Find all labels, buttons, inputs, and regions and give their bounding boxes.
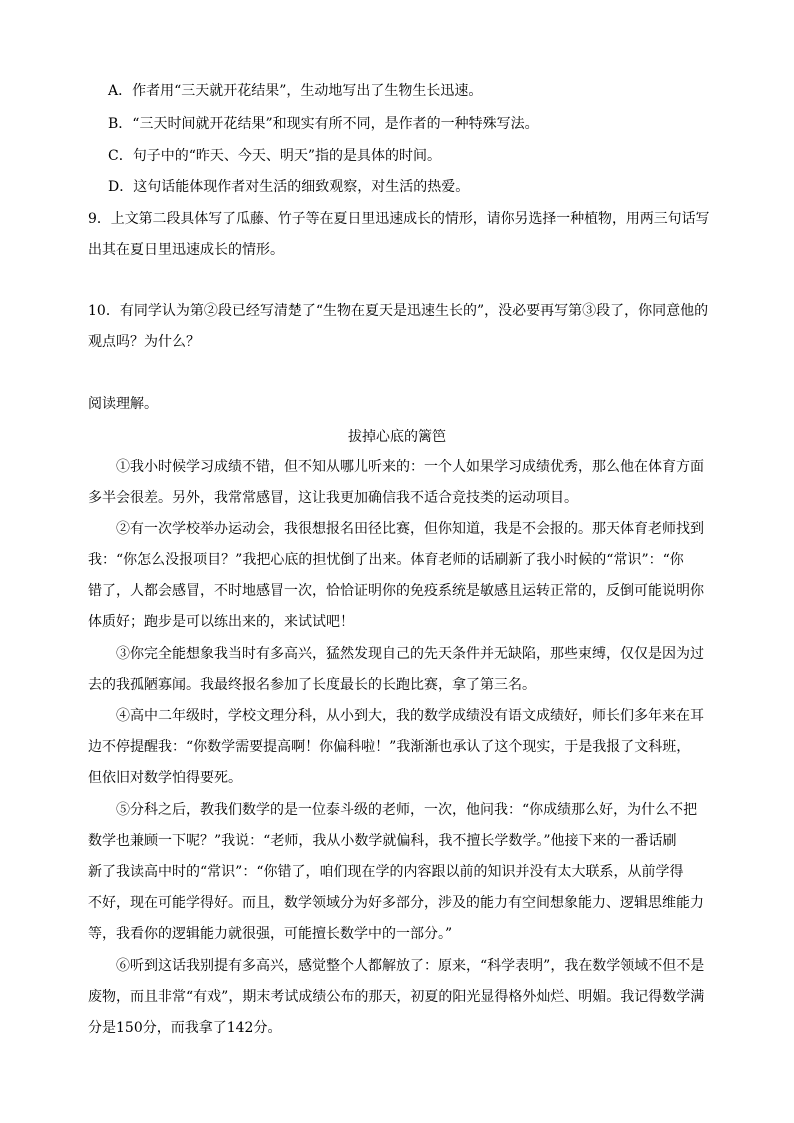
article-p2-line-3: 错了，人都会感冒，不时地感冒一次，恰恰证明你的免疫系统是敏感且运转正常的，反倒可能说明你 [88, 583, 704, 599]
article-p3-line-2: 去的我孤陋寡闻。我最终报名参加了长度最长的长跑比赛，拿了第三名。 [88, 677, 536, 693]
article-p2-line-1: ②有一次学校举办运动会，我很想报名田径比赛，但你知道，我是不会报的。那天体育老师找到 [116, 521, 704, 537]
article-p6-line-3: 分是150分，而我拿了142分。 [88, 1020, 282, 1036]
article-p5-line-2: 数学也兼顾一下呢？”我说：“老师，我从小数学就偏科，我不擅长学数学。”他接下来的一番话刷 [88, 833, 677, 849]
question-10-line-1: 10．有同学认为第②段已经写清楚了“生物在夏天是迅速生长的”，没必要再写第③段了，你同意他的 [88, 303, 709, 319]
article-title: 拔掉心底的篱笆 [348, 429, 446, 445]
option-a: A．作者用“三天就开花结果”，生动地写出了生物生长迅速。 [108, 83, 483, 99]
article-p4-line-1: ④高中二年级时，学校文理分科，从小到大，我的数学成绩没有语文成绩好，师长们多年来在耳 [116, 708, 704, 724]
article-p3-line-1: ③你完全能想象我当时有多高兴，猛然发现自己的先天条件并无缺陷，那些束缚，仅仅是因为过 [116, 646, 704, 662]
article-p5-line-4: 不好，现在可能学得好。而且，数学领域分为好多部分，涉及的能力有空间想象能力、逻辑思维能力 [88, 895, 704, 911]
section-heading: 阅读理解。 [88, 396, 158, 412]
option-d: D．这句话能体现作者对生活的细致观察，对生活的热爱。 [108, 179, 470, 195]
article-p4-line-3: 但依旧对数学怕得要死。 [88, 770, 242, 786]
article-p1-line-1: ①我小时候学习成绩不错，但不知从哪儿听来的：一个人如果学习成绩优秀，那么他在体育方面 [116, 459, 704, 475]
option-b: B．“三天时间就开花结果”和现实有所不同，是作者的一种特殊写法。 [108, 116, 539, 132]
article-p4-line-2: 边不停提醒我：“你数学需要提高啊！你偏科啦！”我渐渐也承认了这个现实，于是我报了文科班， [88, 739, 691, 755]
question-9-line-1: 9．上文第二段具体写了瓜藤、竹子等在夏日里迅速成长的情形，请你另选择一种植物，用两三句话写 [88, 211, 710, 227]
article-p5-line-1: ⑤分科之后，教我们数学的是一位泰斗级的老师，一次，他问我：“你成绩那么好，为什么不把 [116, 802, 698, 818]
article-p6-line-2: 废物，而且非常“有戏”，期末考试成绩公布的那天，初夏的阳光显得格外灿烂、明媚。我记得数学满 [88, 989, 705, 1005]
question-9-line-2: 出其在夏日里迅速成长的情形。 [88, 242, 284, 258]
question-10-line-2: 观点吗？为什么？ [88, 334, 200, 350]
article-p5-line-5: 等，我看你的逻辑能力就很强，可能擅长数学中的一部分。” [88, 926, 453, 942]
article-p5-line-3: 新了我读高中时的“常识”：“你错了，咱们现在学的内容跟以前的知识并没有太大联系，从前学得 [88, 864, 684, 880]
article-p2-line-2: 我：“你怎么没报项目？”我把心底的担忧倒了出来。体育老师的话刷新了我小时候的“常识”：“你 [88, 552, 684, 568]
article-p2-line-4: 体质好；跑步是可以练出来的，来试试吧！ [88, 614, 354, 630]
article-p1-line-2: 多半会很差。另外，我常常感冒，这让我更加确信我不适合竞技类的运动项目。 [88, 490, 578, 506]
article-p6-line-1: ⑥听到这话我别提有多高兴，感觉整个人都解放了：原来，“科学表明”，我在数学领域不但不是 [116, 958, 705, 974]
option-c: C．句子中的“昨天、今天、明天”指的是具体的时间。 [108, 148, 442, 164]
